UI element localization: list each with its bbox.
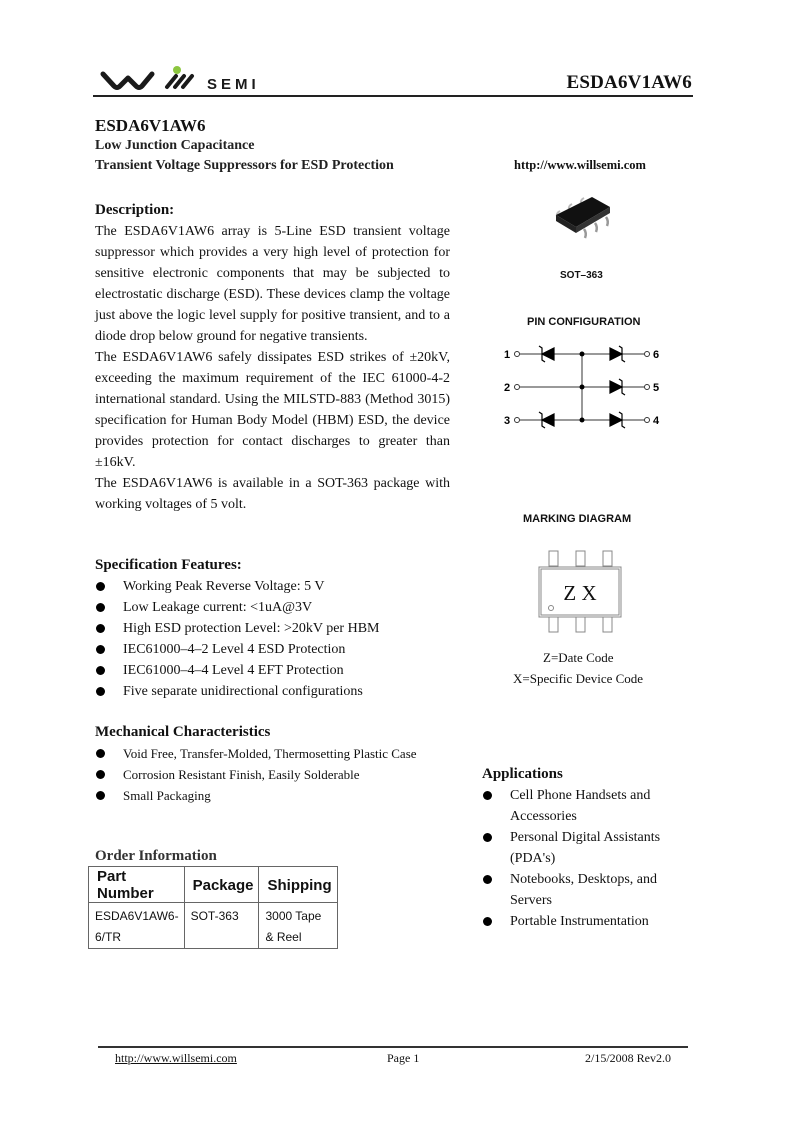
mechanical-heading: Mechanical Characteristics — [95, 724, 271, 740]
pin-configuration-diagram — [498, 340, 668, 430]
feature-item: Five separate unidirectional configurations — [95, 681, 455, 702]
footer-page-number: Page 1 — [387, 1051, 420, 1065]
svg-text:6: 6 — [653, 349, 660, 361]
description-paragraph: The ESDA6V1AW6 array is 5-Line ESD transient voltage suppressor which provides a very high level of protection for sensitive electronic components that may be subjected to electrostatic discharge (ESD). These devices clamp the voltage just above the logic level supply for positive transient, and to a diode drop below ground for negative transients. — [95, 224, 450, 344]
svg-text:5: 5 — [653, 382, 660, 394]
sot363-package-image — [548, 193, 618, 248]
description-paragraph: The ESDA6V1AW6 is available in a SOT-363 package with working voltages of 5 volt. — [95, 476, 450, 512]
marking-legend-device: X=Specific Device Code — [513, 671, 644, 686]
features-section — [95, 555, 455, 702]
description-paragraph: The ESDA6V1AW6 safely dissipates ESD strikes of ±20kV, exceeding the maximum requirement of the IEC 61000-4-2 international standard. Using the MILSTD-883 (Method 3015) specification for Human Body Model (HBM) ESD, the device provides protection for contact discharges to greater than ±16kV. — [95, 350, 450, 470]
mechanical-section — [95, 722, 455, 806]
header-divider — [93, 95, 693, 97]
bullet-icon — [96, 582, 105, 591]
cell-package: SOT-363 — [184, 903, 259, 949]
bullet-icon — [96, 645, 105, 654]
footer-website-link[interactable]: http://www.willsemi.com — [115, 1051, 237, 1065]
svg-text:Z X: Z X — [563, 581, 597, 605]
website-url[interactable]: http://www.willsemi.com — [514, 158, 646, 172]
column-header-part-number: Part Number — [89, 867, 185, 903]
application-item: Personal Digital Assistants (PDA's) — [482, 827, 672, 869]
feature-item: Working Peak Reverse Voltage: 5 V — [95, 576, 455, 597]
feature-item: IEC61000–4–2 Level 4 ESD Protection — [95, 639, 455, 660]
svg-text:1: 1 — [504, 349, 511, 361]
cell-shipping: 3000 Tape & Reel — [259, 903, 337, 949]
bullet-icon — [483, 791, 492, 800]
application-item: Notebooks, Desktops, and Servers — [482, 869, 672, 911]
feature-item: IEC61000–4–4 Level 4 EFT Protection — [95, 660, 455, 681]
description-section — [95, 200, 450, 515]
column-header-shipping: Shipping — [259, 867, 337, 903]
feature-item: High ESD protection Level: >20kV per HBM — [95, 618, 455, 639]
application-item: Portable Instrumentation — [482, 911, 672, 932]
bullet-icon — [96, 749, 105, 758]
bullet-icon — [96, 770, 105, 779]
bullet-icon — [96, 791, 105, 800]
marking-package-icon — [535, 550, 635, 640]
applications-section — [482, 764, 702, 932]
pin-config-heading: PIN CONFIGURATION — [527, 316, 641, 328]
svg-text:2: 2 — [504, 382, 511, 394]
application-item: Cell Phone Handsets and Accessories — [482, 785, 672, 827]
feature-item: Low Leakage current: <1uA@3V — [95, 597, 455, 618]
marking-diagram-heading: MARKING DIAGRAM — [523, 513, 632, 525]
circuit-schematic-icon — [498, 340, 668, 430]
svg-text:SEMI: SEMI — [207, 76, 260, 93]
features-heading: Specification Features: — [95, 557, 242, 573]
bullet-icon — [96, 624, 105, 633]
logo-icon — [100, 60, 290, 96]
order-table — [88, 866, 338, 949]
marking-legend-date: Z=Date Code — [543, 650, 614, 665]
mechanical-item: Void Free, Transfer-Molded, Thermosetting Plastic Case — [95, 743, 425, 764]
applications-heading: Applications — [482, 766, 563, 782]
bullet-icon — [96, 666, 105, 675]
mechanical-item: Small Packaging — [95, 785, 425, 806]
header-part-number: ESDA6V1AW6 — [566, 72, 692, 93]
subtitle-tvs: Transient Voltage Suppressors for ESD Protection — [95, 158, 394, 173]
package-label: SOT–363 — [560, 270, 603, 281]
marking-diagram — [535, 550, 635, 640]
svg-text:4: 4 — [653, 415, 660, 427]
mechanical-item: Corrosion Resistant Finish, Easily Solderable — [95, 764, 425, 785]
order-section — [95, 848, 332, 944]
description-heading: Description: — [95, 202, 175, 218]
bullet-icon — [96, 603, 105, 612]
bullet-icon — [483, 875, 492, 884]
cell-part-number: ESDA6V1AW6-6/TR — [89, 903, 185, 949]
column-header-package: Package — [184, 867, 259, 903]
subtitle-capacitance: Low Junction Capacitance — [95, 138, 255, 153]
bullet-icon — [483, 833, 492, 842]
table-row — [89, 903, 338, 949]
chip-package-icon — [548, 193, 618, 248]
order-heading: Order Information — [95, 848, 217, 864]
footer-date-revision: 2/15/2008 Rev2.0 — [585, 1051, 671, 1065]
table-header-row — [89, 867, 338, 903]
bullet-icon — [96, 687, 105, 696]
svg-text:3: 3 — [504, 415, 511, 427]
page-title: ESDA6V1AW6 — [95, 116, 206, 135]
willsemi-logo — [100, 60, 290, 96]
footer-divider — [98, 1046, 688, 1048]
bullet-icon — [483, 917, 492, 926]
